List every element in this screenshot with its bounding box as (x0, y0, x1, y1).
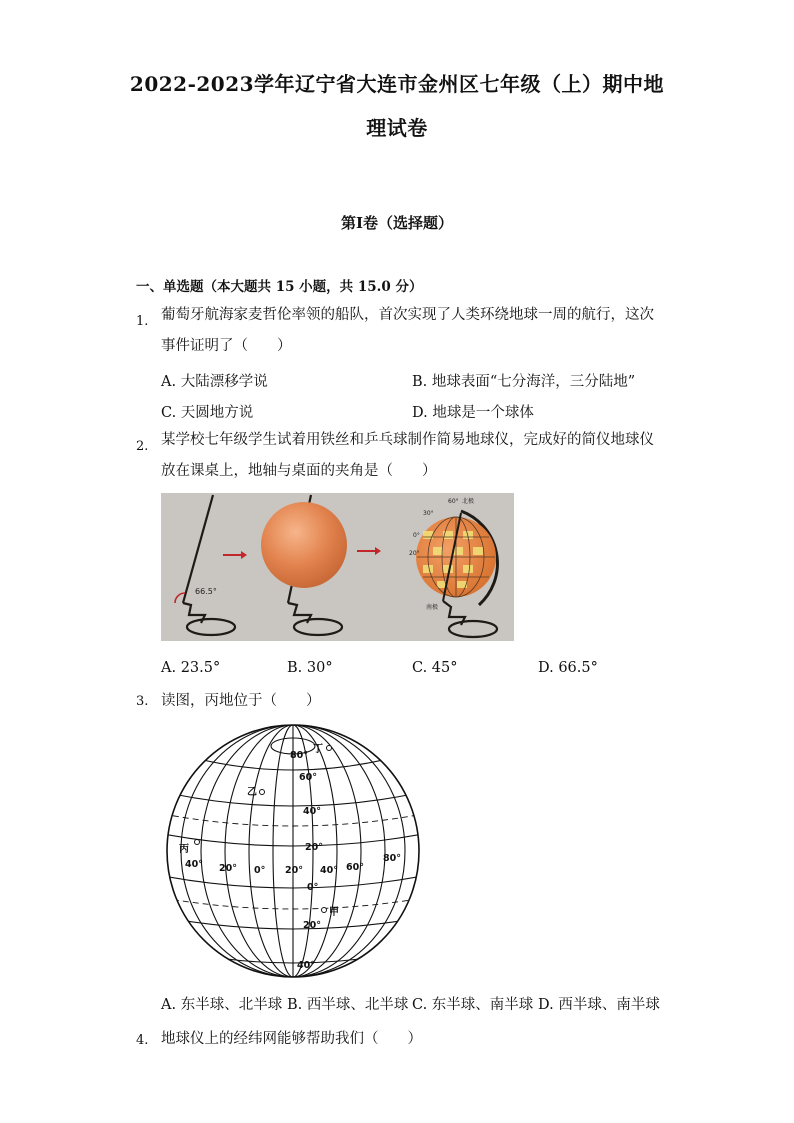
lat-label: 0° (307, 882, 319, 893)
section-heading: 一、单选题（本大题共 15 小题，共 15.0 分） (136, 279, 423, 295)
point-ding-label: 丁 (313, 744, 323, 755)
lon-label: 0° (254, 865, 266, 876)
question-text: 地球仪上的经纬网能够帮助我们（ ） (161, 1031, 422, 1047)
point-yi-label: 乙 (247, 787, 257, 798)
north-pole-label: 北极 (462, 498, 475, 505)
lat-label: 20° (303, 920, 321, 931)
ping-pong-ball (261, 502, 347, 588)
point-jia-label: 甲 (329, 907, 339, 918)
doc-title-line2: 理试卷 (366, 116, 428, 140)
lat-label: 20° (409, 550, 420, 557)
option-c[interactable]: C. 天圆地方说 (161, 405, 254, 421)
section-title: 第I卷（选择题） (340, 214, 454, 232)
doc-title-line1: 2022-2023学年辽宁省大连市金州区七年级（上）期中地 (129, 72, 665, 96)
south-pole-label: 南极 (426, 604, 439, 611)
option-a[interactable]: A. 大陆漂移学说 (161, 374, 268, 390)
point-yi-marker (260, 790, 265, 795)
graticule-globe-figure (163, 722, 423, 980)
question-number: 1. (136, 314, 149, 329)
option-b[interactable]: B. 30° (287, 660, 333, 676)
lon-label: 60° (346, 862, 364, 873)
globe-making-figure (161, 493, 514, 641)
option-c[interactable]: C. 东半球、南半球 (412, 997, 534, 1013)
lon-label: 40° (185, 859, 203, 870)
option-a[interactable]: A. 23.5° (161, 660, 221, 676)
lat-label: 80° (290, 750, 308, 761)
option-d[interactable]: D. 西半球、南半球 (538, 997, 660, 1013)
lat-label: 60° (448, 498, 459, 505)
option-b[interactable]: B. 西半球、北半球 (287, 997, 409, 1013)
question-text: 葡萄牙航海家麦哲伦率领的船队，首次实现了人类环绕地球一周的航行，这次事件证明了（ ） (161, 307, 654, 354)
lat-label: 40° (297, 960, 315, 971)
point-ding-marker (327, 746, 332, 751)
question-text: 读图，丙地位于（ ） (161, 693, 321, 709)
lat-label: 60° (299, 772, 317, 783)
question-text: 某学校七年级学生试着用铁丝和乒乓球制作简易地球仪，完成好的简仪地球仪放在课桌上，地轴与桌面的夹角是（ ） (161, 432, 654, 479)
lon-label: 20° (219, 863, 237, 874)
angle-label: 66.5° (195, 587, 217, 596)
lon-label: 80° (383, 853, 401, 864)
lon-label: 40° (320, 865, 338, 876)
point-bing-marker (195, 840, 200, 845)
option-b[interactable]: B. 地球表面“七分海洋，三分陆地” (412, 374, 636, 390)
question-number: 2. (136, 439, 149, 454)
point-bing-label: 丙 (179, 844, 189, 855)
option-d[interactable]: D. 66.5° (538, 660, 598, 676)
lat-label: 30° (423, 510, 434, 517)
option-d[interactable]: D. 地球是一个球体 (412, 405, 534, 421)
lat-label: 0° (413, 532, 420, 539)
point-jia-marker (322, 908, 327, 913)
question-number: 4. (136, 1033, 149, 1048)
lon-label: 20° (285, 865, 303, 876)
question-number: 3. (136, 694, 149, 709)
lat-label: 20° (305, 842, 323, 853)
option-a[interactable]: A. 东半球、北半球 (161, 997, 283, 1013)
option-c[interactable]: C. 45° (412, 660, 458, 676)
lat-label: 40° (303, 806, 321, 817)
